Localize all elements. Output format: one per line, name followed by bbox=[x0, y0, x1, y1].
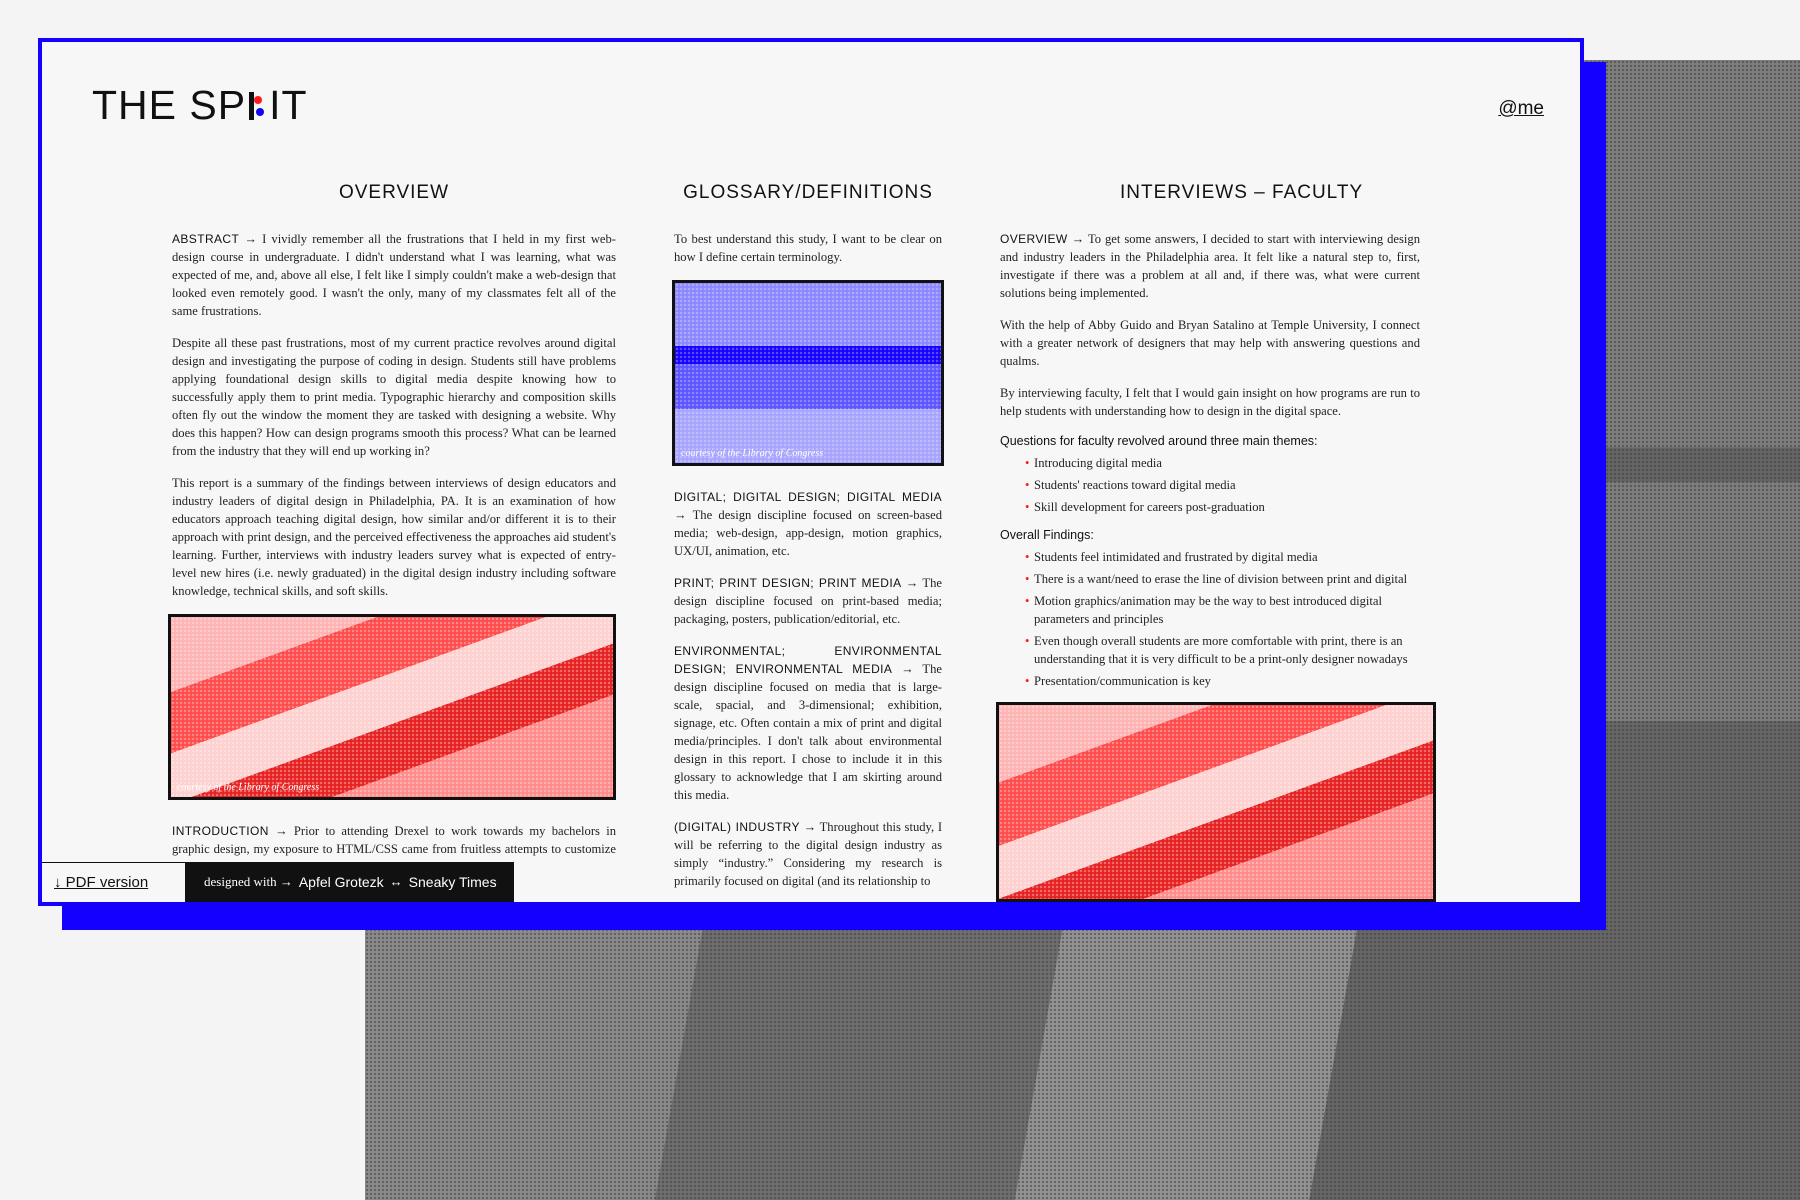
overview-paragraph-3: This report is a summary of the findings between interviews of design educators and industry leaders of digital design in Philadelphia, PA. It is an examination of how educators approach teaching digital design, how similar and/or different it is to their approach with print design, and the perceived effectiveness the approaches aid student's learning. Further, interviews with industry leaders survey what is expected of entry-level new hires (i.e. newly graduated) in the digital design industry including software knowledge, technical skills, and soft skills. bbox=[172, 476, 616, 598]
term-label: DIGITAL; DIGITAL DESIGN; DIGITAL MEDIA bbox=[674, 490, 942, 504]
logo-text-left: THE SP bbox=[92, 82, 247, 128]
computer-lab-photo bbox=[168, 614, 616, 800]
list-item: • Even though overall students are more comfortable with print, there is an understanding that it is very difficult to be a print-only designer nowadays bbox=[1034, 632, 1420, 668]
font-two-name: Sneaky Times bbox=[408, 874, 497, 890]
term-label: PRINT; PRINT DESIGN; PRINT MEDIA bbox=[674, 576, 902, 590]
photo-caption: courtesy of the Library of Congress bbox=[681, 448, 824, 459]
glossary-intro: To best understand this study, I want to be clear on how I define certain terminology. bbox=[674, 232, 942, 264]
findings-heading: Overall Findings: bbox=[1000, 528, 1094, 542]
abstract-text: → I vividly remember all the frustrations that I held in my first web-design course in undergraduate. I didn't understand what I was learning, what was expected of me, and, above all else, I felt like I simply couldn't make a web-design that looked even remotely good. I wasn't the only, many of my classmates felt all of the same frustrations. bbox=[172, 232, 616, 318]
term-definition: → Throughout this study, I will be referring to the digital design industry as simply “industry.” Considering my research is primarily focused on digital (and its relationship to bbox=[674, 820, 943, 888]
overview-column bbox=[172, 182, 616, 890]
glossary-term bbox=[674, 642, 942, 804]
interviews-overview-lead: OVERVIEW bbox=[1000, 232, 1068, 246]
interviews-overview-text: → To get some answers, I decided to start with interviewing design and industry leaders in the Philadelphia area. It felt like a natural step to, first, investigate if there was a problem at all and, if there was, what were current solutions being implemented. bbox=[1000, 232, 1420, 300]
overview-paragraph-2: Despite all these past frustrations, most of my current practice revolves around digital design and investigating the purpose of coding in design. Students still have problems applying foundational design skills to digital media despite knowing how to successfully apply them to print media. Typographic hierarchy and composition skills often fly out the window the moment they are tasked with designing a website. Why does this happen? How can design programs smooth this process? What can be learned from the industry that they will end up working in? bbox=[172, 336, 616, 458]
glossary-term bbox=[674, 488, 942, 560]
credits-arrow: ↔ bbox=[389, 874, 403, 889]
classroom-photo bbox=[672, 280, 944, 466]
list-item: • Students feel intimidated and frustrated by digital media bbox=[1034, 548, 1420, 566]
interviews-heading: INTERVIEWS – FACULTY bbox=[1120, 182, 1364, 203]
glossary-term bbox=[674, 818, 942, 890]
me-link[interactable]: @me bbox=[1498, 98, 1544, 119]
glossary-term bbox=[674, 574, 942, 628]
term-definition: → The design discipline focused on print-based media; packaging, posters, publication/editorial, etc. bbox=[674, 576, 942, 626]
site-window bbox=[38, 38, 1584, 906]
list-item: • Motion graphics/animation may be the way to best introduced digital parameters and principles bbox=[1034, 592, 1420, 628]
pdf-version-link[interactable]: ↓ PDF version bbox=[42, 862, 186, 902]
introduction-text: → Prior to attending Drexel to work towards my bachelors in graphic design, my exposure to HTML/CSS came from fruitless attempts to customize bbox=[172, 824, 616, 856]
list-item: • Students' reactions toward digital media bbox=[1034, 476, 1420, 494]
interviews-paragraph-3: By interviewing faculty, I felt that I would gain insight on how programs are run to help students with understanding how to design in the digital space. bbox=[1000, 386, 1420, 418]
findings-list bbox=[1000, 548, 1420, 690]
logo-dots-icon bbox=[247, 90, 267, 122]
term-definition: → The design discipline focused on media that is large-scale, spacial, and 3-dimensional; exhibition, signage, etc. Often contain a mix of print and digital media/principles. I don't talk about environmental design in this report. I chose to include it in this glossary to acknowledge that I am skirting around this media. bbox=[674, 662, 942, 802]
font-credits bbox=[186, 862, 514, 902]
interviews-overview-paragraph bbox=[1000, 230, 1420, 302]
interviews-column bbox=[1000, 182, 1420, 906]
photo-caption: courtesy of the Library of Congress bbox=[177, 782, 320, 793]
list-item: • There is a want/need to erase the line of division between print and digital bbox=[1034, 570, 1420, 588]
site-logo[interactable] bbox=[92, 82, 308, 129]
abstract-lead: ABSTRACT bbox=[172, 232, 240, 246]
themes-list bbox=[1000, 454, 1420, 516]
list-item: • Introducing digital media bbox=[1034, 454, 1420, 472]
term-label: ENVIRONMENTAL; ENVIRONMENTAL DESIGN; ENVIRONMENTAL MEDIA bbox=[674, 644, 942, 676]
building-photo bbox=[996, 702, 1436, 902]
themes-heading: Questions for faculty revolved around three main themes: bbox=[1000, 434, 1318, 448]
introduction-lead: INTRODUCTION bbox=[172, 824, 269, 838]
overview-heading: OVERVIEW bbox=[338, 182, 450, 203]
term-definition: → The design discipline focused on screen-based media; web-design, app-design, motion graphics, UX/UI, animation, etc. bbox=[674, 508, 942, 558]
interviews-paragraph-2: With the help of Abby Guido and Bryan Satalino at Temple University, I connect with a greater network of designers that may help with answering questions and qualms. bbox=[1000, 318, 1420, 368]
list-item: • Skill development for careers post-graduation bbox=[1034, 498, 1420, 516]
list-item: • Presentation/communication is key bbox=[1034, 672, 1420, 690]
abstract-paragraph bbox=[172, 230, 616, 320]
glossary-column bbox=[674, 182, 942, 904]
glossary-heading: GLOSSARY/DEFINITIONS bbox=[683, 182, 933, 203]
font-one-name: Apfel Grotezk bbox=[298, 874, 384, 890]
logo-text-right: IT bbox=[269, 82, 308, 128]
credits-prefix: designed with → bbox=[204, 874, 293, 889]
term-label: (DIGITAL) INDUSTRY bbox=[674, 820, 800, 834]
